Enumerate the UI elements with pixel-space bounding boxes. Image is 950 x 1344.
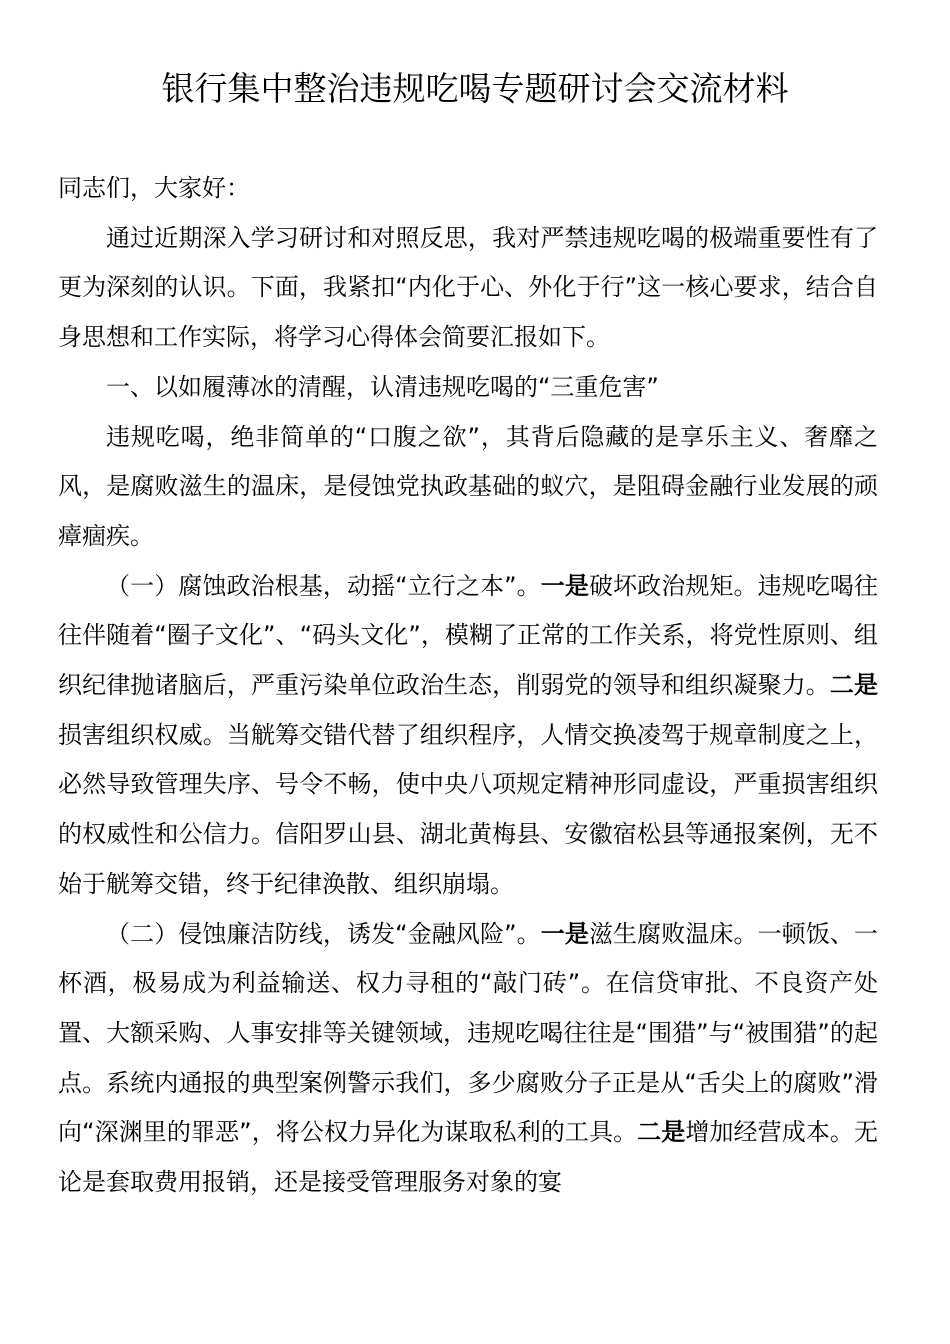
subsection-2-heading: （二）侵蚀廉洁防线，诱发“金融风险”。 [106,919,541,948]
subsection-2-paragraph [58,910,878,1208]
sub1-point-2-label: 二是 [829,671,879,700]
sub2-point-1-text: 滋生腐败温床。一顿饭、一杯酒，极易成为利益输送、权力寻租的“敲门砖”。在信贷审批、不良资产处置、大额采购、人事安排等关键领域，违规吃喝往往是“围猎”与“被围猎”的起点。系统内通报的典型案例警示我们，多少腐败分子正是从“舌尖上的腐败”滑向“深渊里的罪恶”，将公权力异化为谋取私利的工具。 [58,919,879,1147]
subsection-1-heading: （一）腐蚀政治根基，动摇“立行之本”。 [106,571,541,600]
sub1-point-2-text: 损害组织权威。当觥筹交错代替了组织程序，人情交换凌驾于规章制度之上，必然导致管理失序、号令不畅，使中央八项规定精神形同虚设，严重损害组织的权威性和公信力。信阳罗山县、湖北黄梅县、安徽宿松县等通报案例，无不始于觥筹交错，终于纪律涣散、组织崩塌。 [58,720,878,898]
sub1-point-1-text: 破坏政治规矩。违规吃喝往往伴随着“圈子文化”、“码头文化”，模糊了正常的工作关系，将党性原则、组织纪律抛诸脑后，严重污染单位政治生态，削弱党的领导和组织凝聚力。 [58,571,879,700]
sub1-point-1-label: 一是 [540,571,589,600]
greeting: 同志们，大家好： [58,174,250,202]
sub2-point-2-text: 增加经营成本。无论是套取费用报销，还是接受管理服务对象的宴 [58,1118,879,1197]
document-title: 银行集中整治违规吃喝专题研讨会交流材料 [161,69,789,108]
document-body [58,164,878,1208]
sub2-point-2-label: 二是 [637,1118,686,1147]
section-1-paragraph: 违规吃喝，绝非简单的“口腹之欲”，其背后隐藏的是享乐主义、奢靡之风，是腐败滋生的温床，是侵蚀党执政基础的蚁穴，是阻碍金融行业发展的顽瘴痼疾。 [58,422,878,550]
sub2-point-1-label: 一是 [540,919,589,948]
subsection-1-paragraph [58,562,878,910]
section-1-heading: 一、以如履薄冰的清醒，认清违规吃喝的“三重危害” [106,372,659,401]
intro-paragraph: 通过近期深入学习研讨和对照反思，我对严禁违规吃喝的极端重要性有了更为深刻的认识。下面，我紧扣“内化于心、外化于行”这一核心要求，结合自身思想和工作实际，将学习心得体会简要汇报如下。 [58,223,878,352]
